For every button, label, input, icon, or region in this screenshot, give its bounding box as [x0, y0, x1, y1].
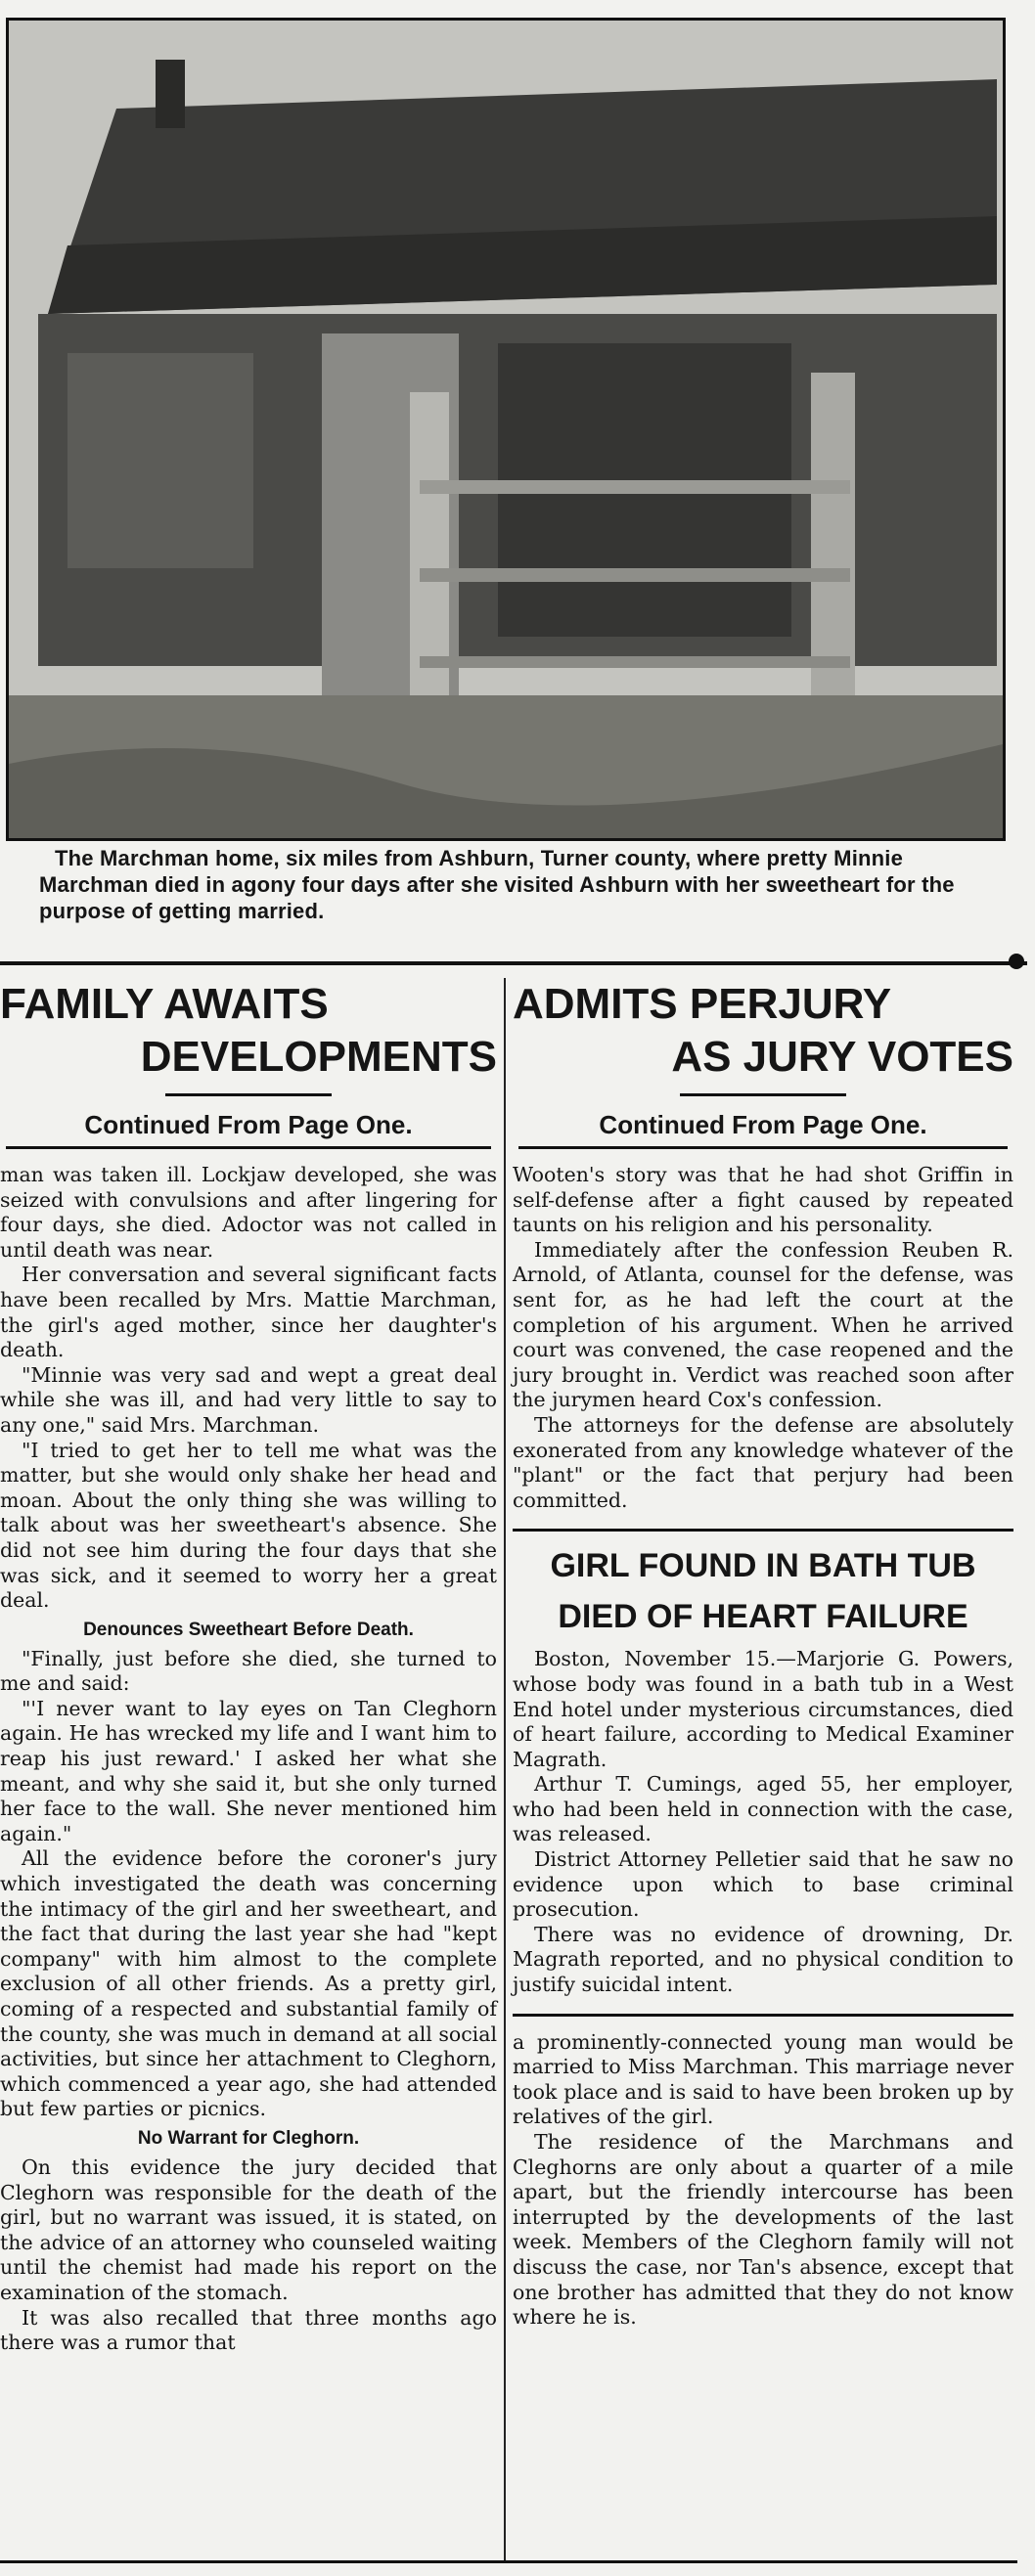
divider-end-dot: [1009, 954, 1024, 969]
right-headline-line1: ADMITS PERJURY: [513, 980, 892, 1028]
paragraph: Boston, November 15.—Marjorie G. Powers, whose body was found in a bath tub in a West End hotel under mysterious circumstances, died of heart failure, according to Medical Examiner Magrath.: [513, 1647, 1013, 1771]
bath-tub-headline-line1: GIRL FOUND IN BATH TUB: [550, 1547, 976, 1585]
paragraph: "Minnie was very sad and wept a great deal while she was ill, and had very little to say to any one," said Mrs. Marchman.: [0, 1362, 497, 1437]
paragraph: The attorneys for the defense are absolutely exonerated from any knowledge whatever of the "plant" or the fact that perjury had been committed.: [513, 1412, 1013, 1512]
section-divider: [0, 961, 1027, 965]
left-headline-line2: DEVELOPMENTS: [140, 1033, 497, 1081]
photo-caption: The Marchman home, six miles from Ashburn, Turner county, where pretty Minnie Marchman died in agony four days after she visited Ashburn with her sweetheart for the purpose of getting married.: [39, 846, 955, 923]
paragraph: On this evidence the jury decided that Cleghorn was responsible for the death of the girl, but no warrant was issued, it is stated, on the advice of an attorney who counseled waiting until the chemist had made his report on the examination of the stomach.: [0, 2154, 497, 2304]
paragraph: Arthur T. Cumings, aged 55, her employer, who had been held in connection with the case, was released.: [513, 1772, 1013, 1846]
bath-tub-headline-line2: DIED OF HEART FAILURE: [558, 1598, 968, 1636]
paragraph: Wooten's story was that he had shot Griffin in self-defense after a fight caused by repeated taunts on his religion and his personality.: [513, 1163, 1013, 1237]
paragraph: All the evidence before the coroner's jury which investigated the death was concerning the intimacy of the girl and her sweetheart, and the fact that during the last year she had "kept company" with him almost to the complete exclusion of all other friends. As a pretty girl, coming of a respected and substantial family of the county, she was much in demand at all social activities, but since her attachment to Cleghorn, which commenced a year ago, she had attended but few parties or picnics.: [0, 1846, 498, 2121]
subhead: No Warrant for Cleghorn.: [137, 2127, 360, 2149]
paragraph: "Finally, just before she died, she turned to me and said:: [0, 1646, 497, 1696]
paragraph: There was no evidence of drowning, Dr. Magrath reported, and no physical condition to justify suicidal intent.: [513, 1922, 1013, 1997]
bottom-rule: [0, 2560, 1017, 2563]
paragraph: District Attorney Pelletier said that he saw no evidence upon which to base criminal prosecution.: [513, 1847, 1013, 1922]
article-separator: [513, 1529, 1013, 1532]
right-article-body: [513, 1163, 1013, 1513]
left-article-body: [0, 1163, 497, 2356]
paragraph: man was taken ill. Lockjaw developed, she was seized with convulsions and after lingering for four days, she died. Adoctor was not called in until death was near.: [0, 1163, 497, 1262]
continued-article-body: [513, 2030, 1013, 2331]
left-column: [0, 978, 497, 2356]
left-headline-line1: FAMILY AWAITS: [0, 980, 329, 1028]
paragraph: "I tried to get her to tell me what was the matter, but she would only shake her head and moan. About the only thing she was willing to talk about was her sweetheart's absence. She did not see him during the four days that she was sick, and it seemed to worry her a great deal.: [0, 1438, 497, 1613]
bath-tub-article-body: [513, 1647, 1013, 1997]
continued-rule: [6, 1146, 491, 1149]
continued-rule: [518, 1146, 1008, 1149]
house-photo-icon: [9, 21, 1003, 838]
right-headline-line2: AS JURY VOTES: [671, 1033, 1013, 1081]
paragraph: a prominently-connected young man would be married to Miss Marchman. This marriage never took place and is said to have been broken up by relatives of the girl.: [513, 2029, 1013, 2129]
house-photo: [6, 18, 1006, 841]
headline-rule: [680, 1093, 846, 1096]
headline-rule: [165, 1093, 332, 1096]
paragraph: Her conversation and several significant facts have been recalled by Mrs. Mattie Marchman, the girl's aged mother, since her daughter's death.: [0, 1263, 497, 1362]
column-separator: [504, 978, 506, 2562]
right-column: [513, 978, 1013, 2331]
paragraph: It was also recalled that three months ago there was a rumor that: [0, 2305, 497, 2355]
paragraph: Immediately after the confession Reuben R. Arnold, of Atlanta, counsel for the defense, was sent for, as he had left the court at the completion of his argument. When he arrived court was convened, the case reopened and the jury brought in. Verdict was reached soon after the jurymen heard Cox's confession.: [513, 1237, 1013, 1412]
paragraph: The residence of the Marchmans and Cleghorns are only about a quarter of a mile apart, but the friendly intercourse has been interrupted by the developments of the last week. Members of the Cleghorn family will not discuss the case, nor Tan's absence, except that one brother has admitted that they do not know where he is.: [513, 2130, 1013, 2330]
subhead: Denounces Sweetheart Before Death.: [83, 1619, 414, 1640]
paragraph: "'I never want to lay eyes on Tan Cleghorn again. He has wrecked my life and I want him to reap his just reward.' I asked her what she meant, and why she said it, but she only turned her face to the wall. She never mentioned him again.": [0, 1696, 497, 1845]
article-separator: [513, 2014, 1013, 2017]
left-continued-label: Continued From Page One.: [84, 1110, 413, 1139]
right-continued-label: Continued From Page One.: [599, 1110, 927, 1139]
